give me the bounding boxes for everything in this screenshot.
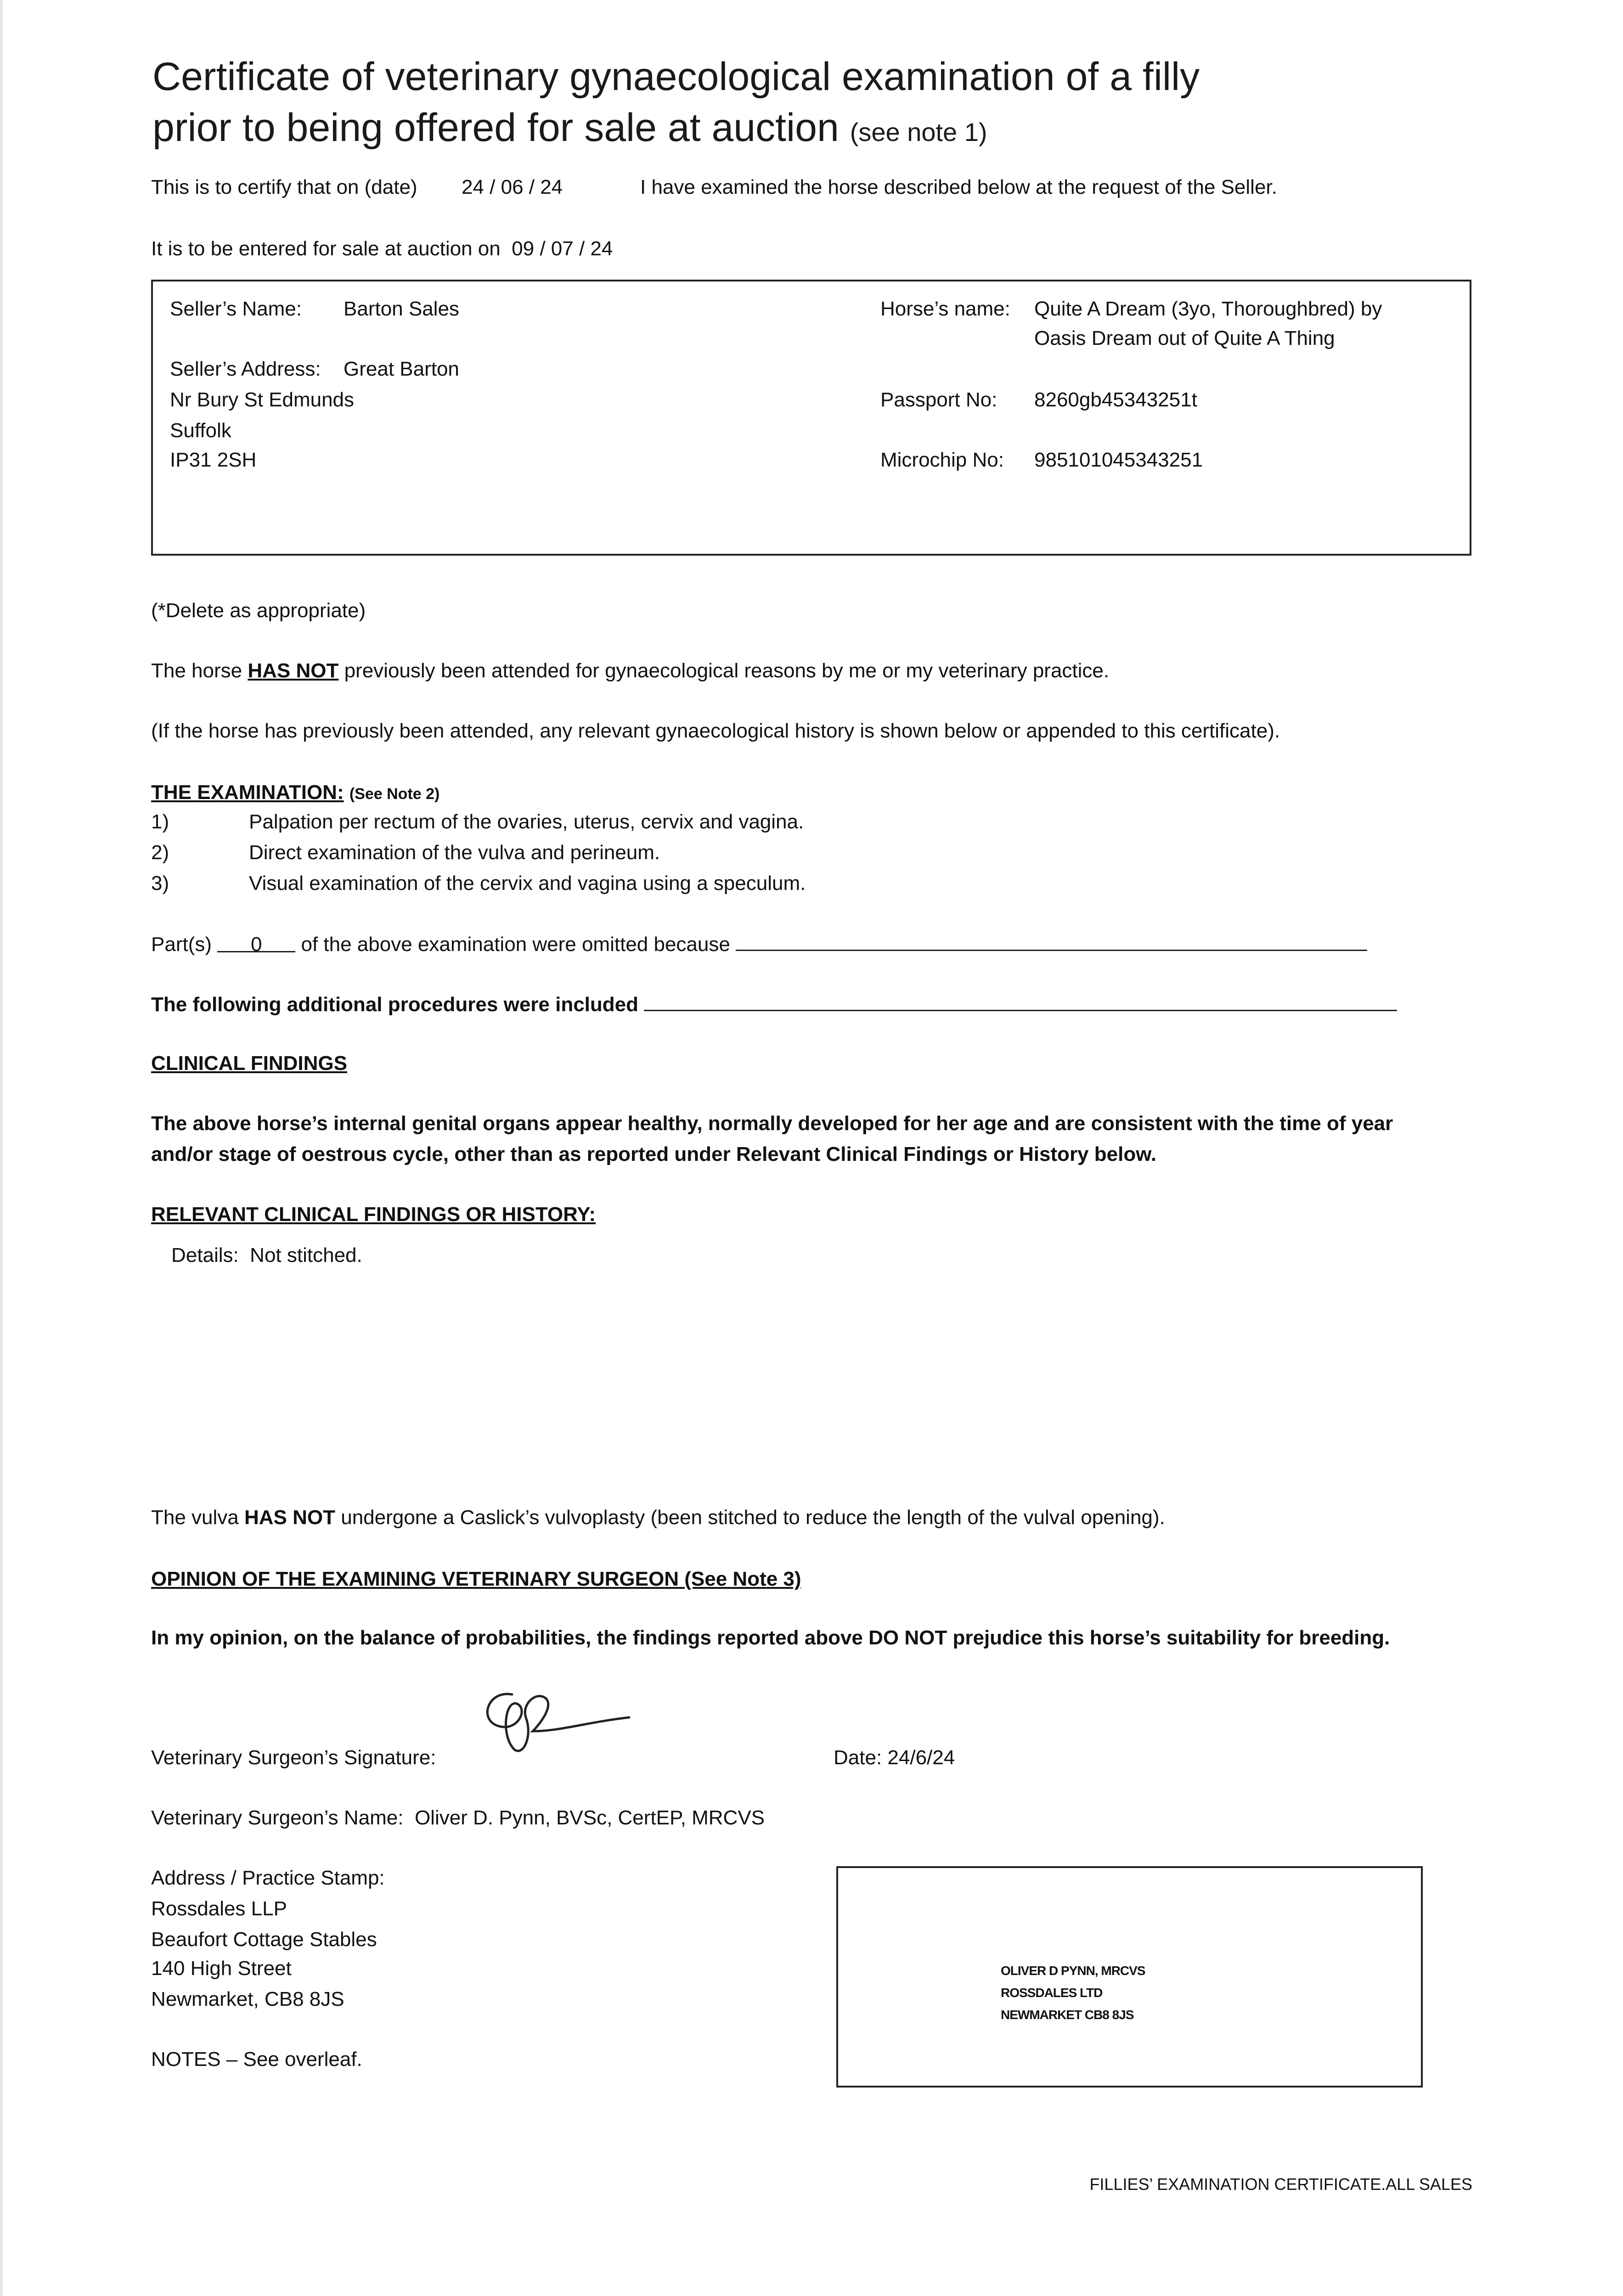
title-text: prior to being offered for sale at auction — [152, 106, 839, 150]
exam-item-text: Direct examination of the vulva and perineum. — [249, 841, 660, 864]
text: The following additional procedures were included — [151, 993, 639, 1016]
horse-name-label: Horse’s name: — [880, 298, 1010, 320]
relevant-heading: RELEVANT CLINICAL FINDINGS OR HISTORY: — [151, 1203, 596, 1226]
clinical-text: and/or stage of oestrous cycle, other than as reported under Relevant Clinical Findings or History below. — [151, 1143, 1157, 1165]
practice-address-line: Rossdales LLP — [151, 1897, 287, 1920]
exam-item-text: Visual examination of the cervix and vagina using a speculum. — [249, 872, 806, 895]
seller-address-line: Nr Bury St Edmunds — [170, 388, 355, 411]
text: In my opinion, on the balance of probabilities, the findings reported above — [151, 1626, 863, 1649]
signature-label: Veterinary Surgeon’s Signature: — [151, 1746, 436, 1769]
seller-address-line: Great Barton — [344, 358, 459, 380]
examination-heading — [151, 779, 440, 808]
details-label: Details: — [171, 1244, 239, 1266]
clinical-heading: CLINICAL FINDINGS — [151, 1052, 347, 1075]
opinion-statement — [151, 1624, 1390, 1652]
footer-form-name: FILLIES’ EXAMINATION CERTIFICATE.ALL SALES — [1089, 2175, 1472, 2194]
clinical-text: The above horse’s internal genital organs appear healthy, normally developed for her age and are consistent with the time of year — [151, 1112, 1393, 1135]
notes-line: NOTES – See overleaf. — [151, 2048, 362, 2071]
surgeon-name: Oliver D. Pynn, BVSc, CertEP, MRCVS — [414, 1806, 765, 1829]
vulva-status: HAS NOT — [244, 1506, 335, 1529]
signature-date: 24/6/24 — [887, 1746, 955, 1769]
title-line-2 — [152, 102, 987, 158]
stamp-line: OLIVER D PYNN, MRCVS — [1001, 1964, 1145, 1978]
passport-label: Passport No: — [880, 388, 997, 411]
certify-prefix: This is to certify that on (date) — [151, 176, 417, 198]
exam-item-number: 3) — [151, 872, 169, 895]
seller-address-line: Suffolk — [170, 419, 231, 442]
certify-suffix: I have examined the horse described below at the request of the Seller. — [640, 176, 1277, 198]
delete-note: (*Delete as appropriate) — [151, 599, 366, 622]
microchip-number: 985101045343251 — [1034, 449, 1203, 471]
exam-item-text: Palpation per rectum of the ovaries, uterus, cervix and vagina. — [249, 810, 804, 833]
horse-name: Quite A Dream (3yo, Thoroughbred) by — [1034, 298, 1382, 320]
attended-status: HAS NOT — [248, 659, 339, 682]
opinion-heading: OPINION OF THE EXAMINING VETERINARY SURGEON (See Note 3) — [151, 1568, 801, 1590]
exam-item-number: 1) — [151, 810, 169, 833]
scan-edge — [0, 0, 3, 2296]
opinion-status: DO NOT — [868, 1626, 947, 1649]
practice-address-line: 140 High Street — [151, 1957, 292, 1980]
date-label: Date: — [834, 1746, 882, 1769]
stamp-line: NEWMARKET CB8 8JS — [1001, 2008, 1134, 2022]
exam-date: 24 / 06 / 24 — [462, 176, 563, 198]
title-line-1: Certificate of veterinary gynaecological examination of a filly — [152, 55, 1200, 99]
text: The vulva — [151, 1506, 239, 1529]
stamp-line: ROSSDALES LTD — [1001, 1986, 1103, 2000]
details-value: Not stitched. — [250, 1244, 362, 1266]
additional-procedures-field — [644, 990, 1397, 1011]
auction-prefix: It is to be entered for sale at auction on — [151, 237, 501, 260]
auction-line — [151, 235, 613, 263]
omitted-parts-value: 0 — [250, 933, 262, 956]
vulva-statement — [151, 1504, 1165, 1531]
passport-number: 8260gb45343251t — [1034, 388, 1197, 411]
history-note: (If the horse has previously been attended, any relevant gynaecological history is shown below or appended to this certificate). — [151, 720, 1280, 742]
auction-date: 09 / 07 / 24 — [512, 237, 613, 260]
seller-address-line: IP31 2SH — [170, 449, 257, 471]
microchip-label: Microchip No: — [880, 449, 1004, 471]
text: The horse — [151, 659, 242, 682]
practice-address-label: Address / Practice Stamp: — [151, 1867, 385, 1889]
surgeon-name-label: Veterinary Surgeon’s Name: — [151, 1806, 404, 1829]
text: of the above examination were omitted because — [301, 933, 730, 956]
seller-name-label: Seller’s Name: — [170, 298, 302, 320]
heading-text: THE EXAMINATION: — [151, 781, 344, 804]
title-note: (see note 1) — [850, 118, 987, 146]
attended-statement — [151, 657, 1109, 685]
seller-address-label: Seller’s Address: — [170, 358, 321, 380]
text: previously been attended for gynaecological reasons by me or my veterinary practice. — [344, 659, 1110, 682]
text: Part(s) — [151, 933, 212, 956]
omitted-line — [151, 929, 1367, 958]
seller-name: Barton Sales — [344, 298, 459, 320]
horse-breeding: Oasis Dream out of Quite A Thing — [1034, 327, 1335, 349]
heading-note: (See Note 2) — [349, 785, 440, 803]
practice-address-line: Beaufort Cottage Stables — [151, 1928, 377, 1951]
details-line — [171, 1242, 362, 1269]
omitted-reason-field — [736, 929, 1367, 951]
text: prejudice this horse’s suitability for breeding. — [952, 1626, 1390, 1649]
practice-address-line: Newmarket, CB8 8JS — [151, 1988, 344, 2010]
text: undergone a Caslick’s vulvoplasty (been stitched to reduce the length of the vulval opening). — [341, 1506, 1165, 1529]
date-line — [834, 1744, 955, 1772]
handwritten-signature — [468, 1681, 634, 1763]
additional-line — [151, 990, 1397, 1019]
exam-item-number: 2) — [151, 841, 169, 864]
omitted-parts-field — [217, 931, 295, 956]
surgeon-name-line — [151, 1804, 765, 1832]
